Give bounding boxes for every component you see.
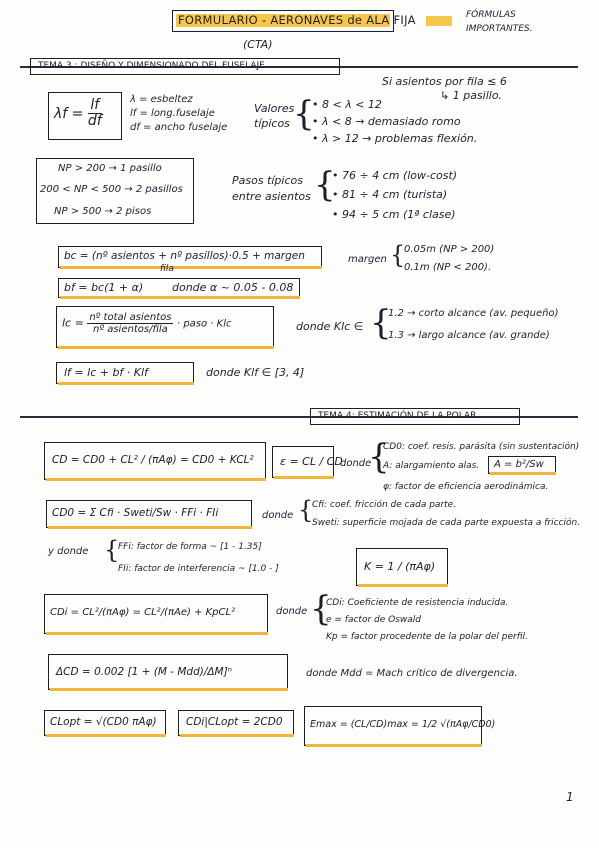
legend-line-1: FÓRMULAS [466,10,516,20]
k-highlight [358,584,448,587]
dcd-where: donde Mdd = Mach crítico de divergencia. [306,668,518,679]
lambda-def-3: df = ancho fuselaje [130,122,228,133]
margen-label: margen [348,254,387,265]
lc-lhs: lc = [62,316,84,330]
aspect-ratio-highlight [490,472,556,475]
seat-rule: Si asientos por fila ≤ 6 [382,75,507,88]
cd0-donde: donde [262,510,294,521]
cd-formula: CD = CD0 + CL² / (πAφ) = CD0 + KCL² [52,454,254,466]
valores-label-2: típicos [254,117,290,130]
bf-highlight [60,296,300,299]
ff-def-1: FFi: factor de forma ~ [1 - 1.35] [118,542,262,552]
pasos-item-2: • 81 ÷ 4 cm (turista) [332,188,448,201]
klc-item-1: 1.2 → corto alcance (av. pequeño) [388,308,559,319]
page-number: 1 [566,790,574,804]
clopt-highlight [46,734,166,737]
lc-den: nº asientos/fila [92,324,168,335]
k-formula: K = 1 / (πAφ) [364,560,436,573]
lf-where: donde Klf ∈ [3, 4] [206,366,305,379]
pasos-item-3: • 94 ÷ 5 cm (1ª clase) [332,208,456,221]
cdi-highlight [46,632,268,635]
bf-where: donde α ~ 0.05 - 0.08 [172,281,294,294]
lf-highlight [58,382,194,385]
dcd-highlight [50,688,288,691]
lambda-formula: λf = $\frac{lf}{df}$ [54,97,102,130]
cd0-def-1: Cfi: coef. fricción de cada parte. [312,500,457,510]
pasos-item-1: • 76 ÷ 4 cm (low-cost) [332,169,458,182]
cd0-formula: CD0 = Σ Cfi · Sweti/Sw · FFi · FIi [52,507,219,519]
cd0-brace: { [298,496,314,524]
cd-def-2: A: alargamiento alas. [383,461,480,471]
cd-brace: { [368,437,390,477]
lambda-def-1: λ = esbeltez [130,94,193,105]
cdi-formula: CDi = CL²/(πAφ) = CL²/(πAe) + KpCL² [50,607,236,618]
valores-item-1: • 8 < λ < 12 [312,98,382,111]
lc-rest: · paso · Klc [176,318,232,330]
margen-item-1: 0.05m (NP > 200) [404,244,495,255]
tema4-title: TEMA 4: ESTIMACIÓN DE LA POLAR. [318,411,479,421]
y-donde: y donde [48,546,89,557]
lc-num: nº total asientos [89,312,172,323]
emax-highlight [306,744,482,747]
cd-def-3: φ: factor de eficiencia aerodinámica. [383,482,549,492]
cd0-highlight [48,526,252,529]
klc-brace: { [370,303,392,343]
pasillos-item-1: NP > 200 → 1 pasillo [58,163,162,174]
pasos-brace: { [314,165,336,205]
lambda-num: lf [88,98,102,114]
clopt-formula: CLopt = √(CD0 πAφ) [50,716,157,728]
epsilon-highlight [274,476,334,479]
bc-fila: fila [160,264,174,274]
klc-item-2: 1.3 → largo alcance (av. grande) [388,330,550,341]
lambda-den: df [87,113,102,130]
dcd-formula: ΔCD = 0.002 [1 + (M - Mdd)/ΔM]ⁿ [56,666,232,678]
lf-formula: lf = lc + bf · Klf [64,366,148,379]
tema3-title: TEMA 3 : DISEÑO Y DIMENSIONADO DEL FUSELAJE [38,61,265,71]
lc-where: donde Klc ∈ [296,320,364,333]
bc-formula: bc = (nº asientos + nº pasillos)·0.5 + margen [64,250,305,262]
pasos-label-2: entre asientos [232,190,311,203]
cdi-def-3: Kp = factor procedente de la polar del perfil. [326,632,528,642]
cdi-def-2: e = factor de Oswald [326,615,422,625]
legend-line-2: IMPORTANTES. [466,24,533,34]
margen-item-2: 0.1m (NP < 200). [404,262,492,273]
bc-highlight [60,266,322,269]
cdi-brace: { [310,589,332,629]
cd-def-1: CD0: coef. resis. parásita (sin sustentación) [383,442,580,452]
lambda-def-2: lf = long.fuselaje [130,108,215,119]
legend-swatch [426,16,452,26]
valores-label-1: Valores [254,102,295,115]
seat-rule-result: ↳ 1 pasillo. [440,89,503,102]
aspect-ratio-formula: A = b²/Sw [494,459,544,470]
page-subtitle: (CTA) [243,38,273,51]
lc-formula [62,312,232,335]
page-title: FORMULARIO - AERONAVES de ALA FIJA [178,13,416,27]
lc-highlight [58,346,274,349]
bf-formula: bf = bc(1 + α) [64,281,144,294]
valores-item-2: • λ < 8 → demasiado romo [312,115,461,128]
cdi-donde: donde [276,606,308,617]
valores-brace: { [293,94,315,134]
cd-highlight [46,478,266,481]
ff-brace: { [104,536,120,564]
pasillos-item-2: 200 < NP < 500 → 2 pasillos [40,184,183,195]
cd0-def-2: Sweti: superficie mojada de cada parte expuesta a fricción. [312,518,581,528]
valores-item-3: • λ > 12 → problemas flexión. [312,132,478,145]
pasillos-item-3: NP > 500 → 2 pisos [54,206,152,217]
margen-brace: { [390,241,406,269]
cd-donde: donde [340,458,372,469]
ff-def-2: FIi: factor de interferencia ~ [1.0 - ] [118,564,279,574]
emax-formula: Emax = (CL/CD)max = 1/2 √(πAφ/CD0) [310,719,496,730]
cdi-def-1: CDi: Coeficiente de resistencia inducida. [326,598,509,608]
epsilon-formula: ε = CL / CD [280,455,343,468]
cdi-opt-highlight [180,734,294,737]
pasos-label-1: Pasos típicos [232,174,303,187]
cdi-opt-formula: CDi|CLopt = 2CD0 [186,716,283,728]
